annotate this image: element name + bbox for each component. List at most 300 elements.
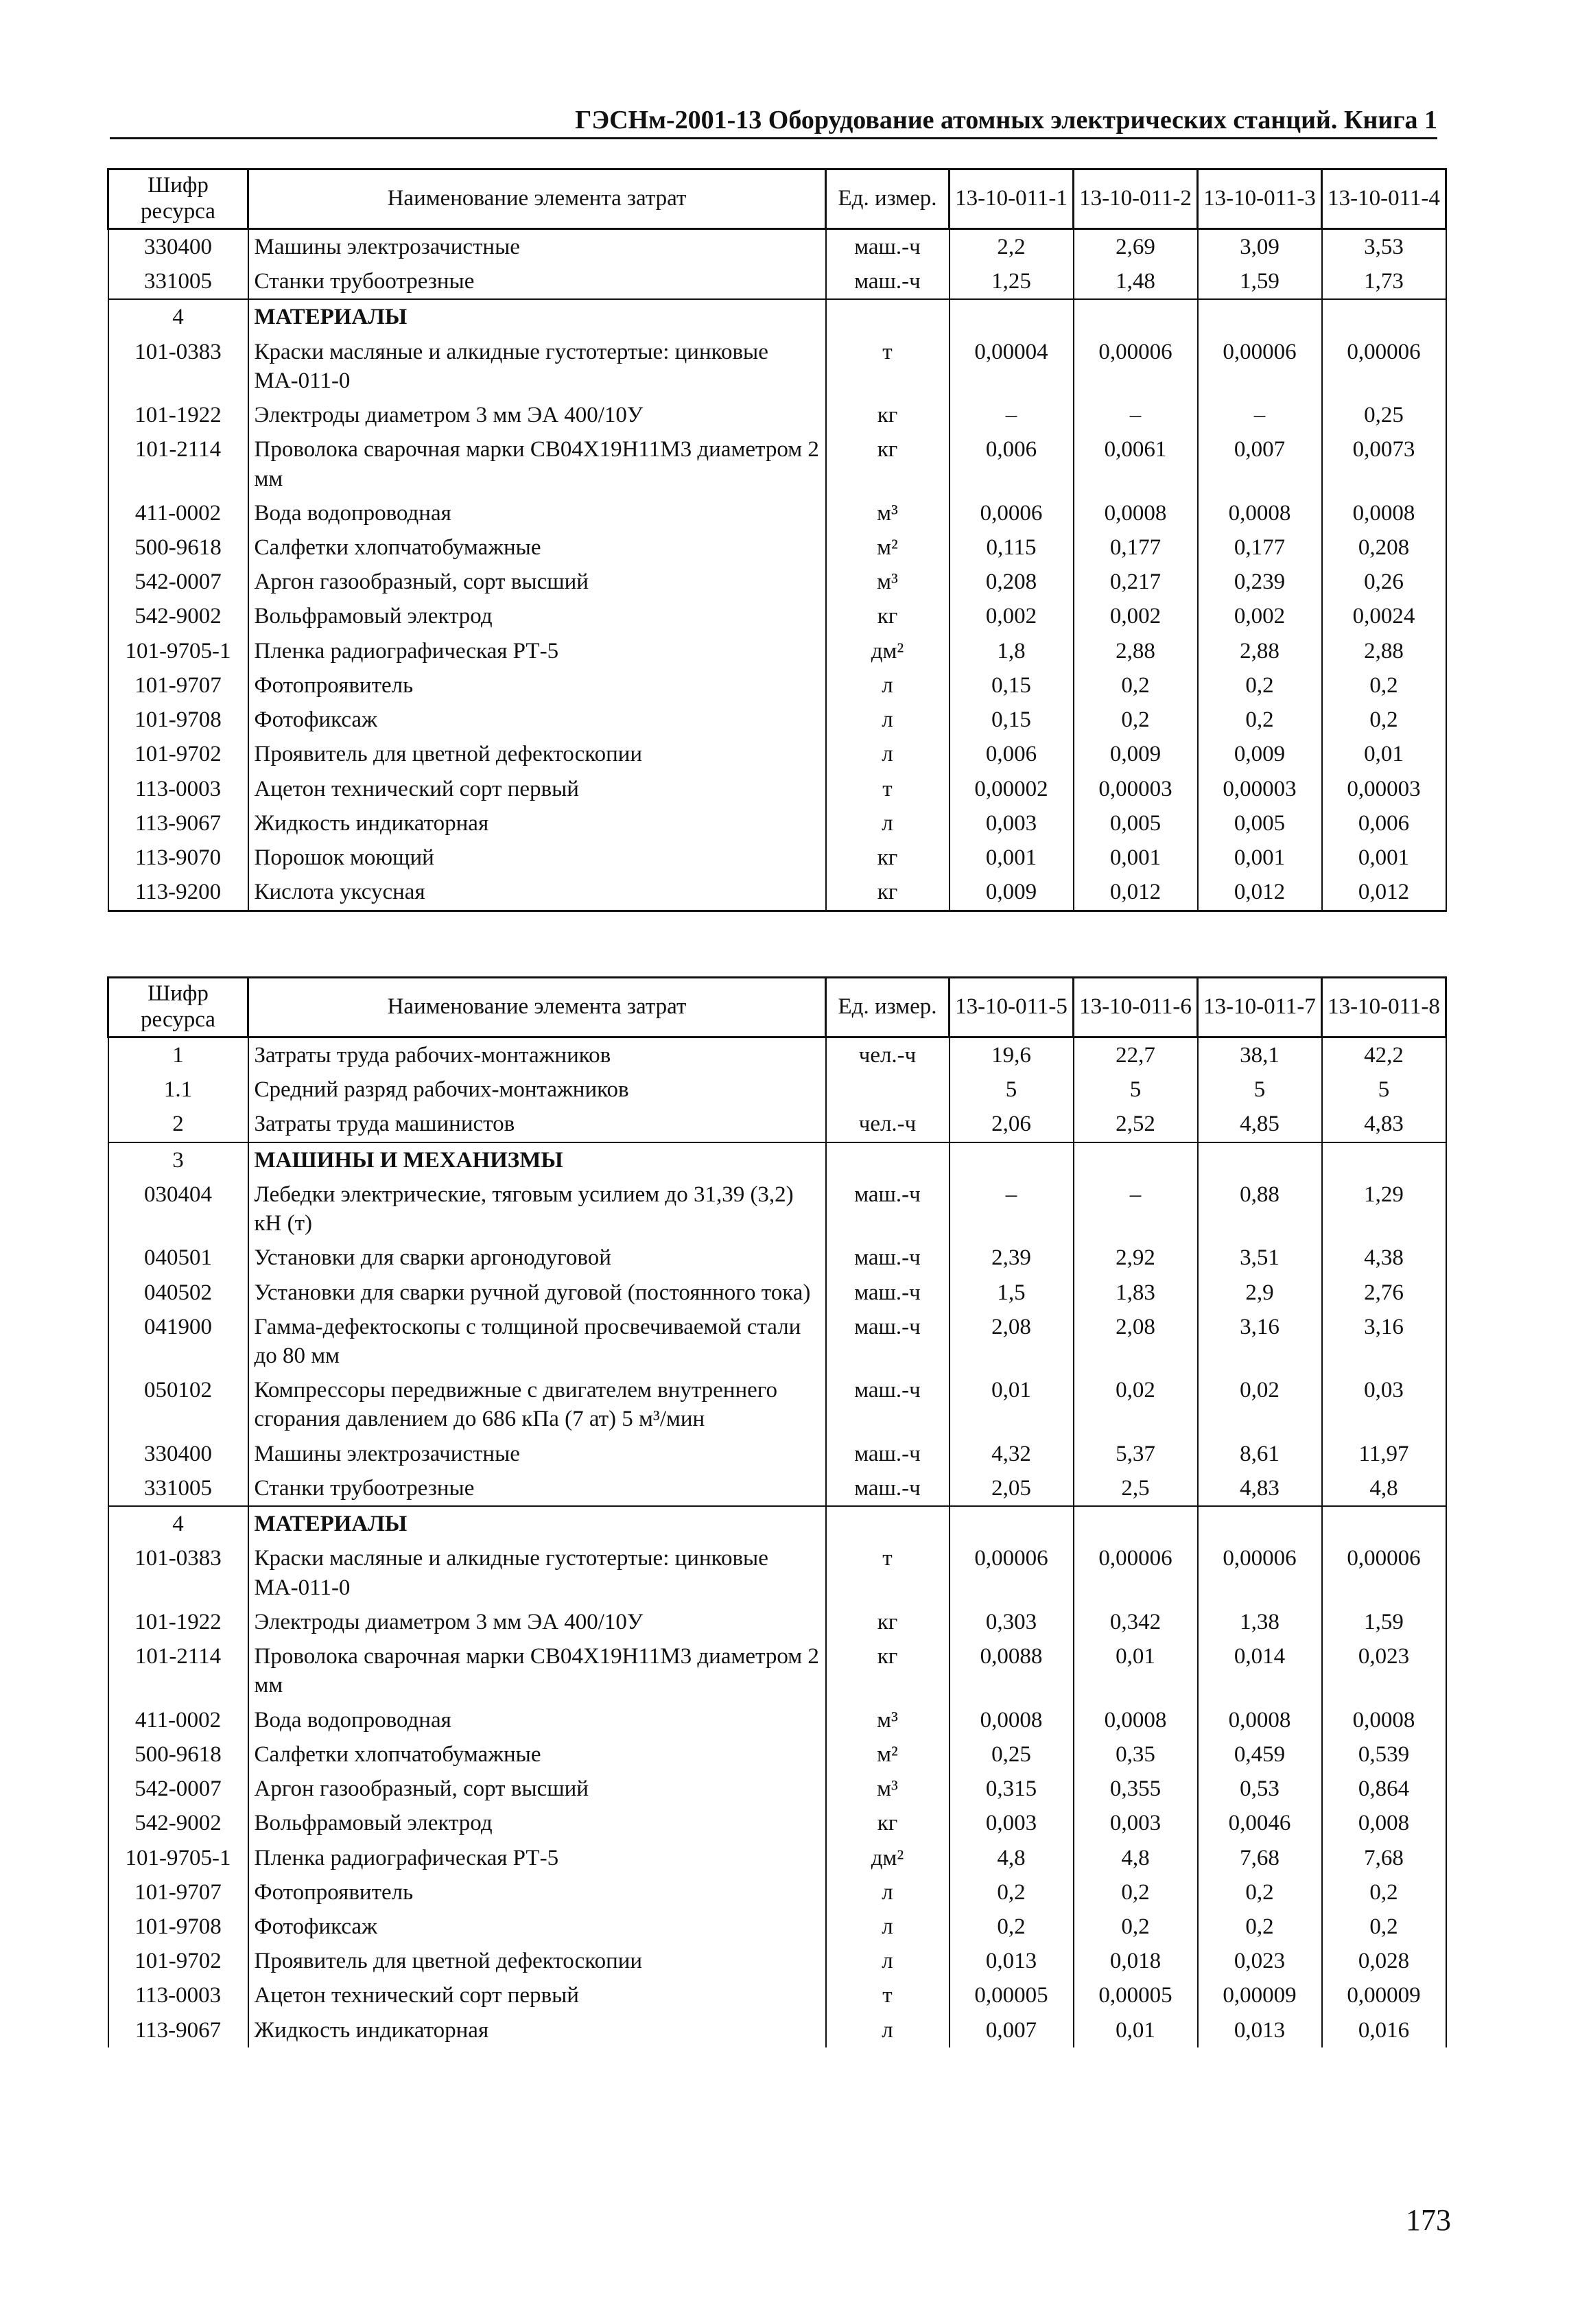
unit <box>826 299 950 334</box>
value-cell: 0,012 <box>1074 875 1198 911</box>
value-cell: 1,8 <box>950 634 1074 668</box>
unit: маш.-ч <box>826 264 950 299</box>
value-cell: 0,001 <box>1322 841 1446 875</box>
unit: кг <box>826 599 950 633</box>
table-row <box>108 228 1446 264</box>
value-cell: 0,023 <box>1322 1639 1446 1702</box>
value-cell: – <box>950 398 1074 432</box>
unit: л <box>826 703 950 737</box>
resource-name: Проволока сварочная марки СВ04Х19Н11М3 диаметром 2 мм <box>248 432 826 495</box>
value-cell: 0,208 <box>950 565 1074 599</box>
table-row <box>108 1107 1446 1142</box>
unit: дм² <box>826 634 950 668</box>
table-row <box>108 530 1446 565</box>
resource-code: 101-9708 <box>108 1910 248 1944</box>
resource-name: Жидкость индикаторная <box>248 2013 826 2047</box>
value-cell: 0,00006 <box>1322 1541 1446 1604</box>
value-cell: 2,08 <box>1074 1310 1198 1373</box>
value-cell: 1,25 <box>950 264 1074 299</box>
header-name: Наименование элемента затрат <box>248 978 826 1037</box>
resource-code: 3 <box>108 1142 248 1177</box>
header-col-4: 13-10-011-4 <box>1322 169 1446 229</box>
value-cell: 0,018 <box>1074 1944 1198 1978</box>
value-cell: 3,09 <box>1198 228 1322 264</box>
value-cell: 0,002 <box>1074 599 1198 633</box>
value-cell: 2,39 <box>950 1241 1074 1275</box>
value-cell: 0,00003 <box>1322 772 1446 806</box>
resource-name: Вольфрамовый электрод <box>248 1806 826 1840</box>
resource-name: Салфетки хлопчатобумажные <box>248 1737 826 1772</box>
value-cell: 0,0008 <box>1074 1703 1198 1737</box>
table-row <box>108 1605 1446 1639</box>
unit: л <box>826 806 950 841</box>
value-cell <box>950 299 1074 334</box>
value-cell <box>1322 1142 1446 1177</box>
resource-code: 330400 <box>108 228 248 264</box>
value-cell: 1,59 <box>1322 1605 1446 1639</box>
resource-code: 113-0003 <box>108 1978 248 2012</box>
resource-name: Машины электрозачистные <box>248 228 826 264</box>
table-row <box>108 1841 1446 1875</box>
resource-code: 050102 <box>108 1373 248 1436</box>
value-cell: 1,83 <box>1074 1276 1198 1310</box>
resource-code: 330400 <box>108 1437 248 1471</box>
unit: кг <box>826 841 950 875</box>
resource-name: Кислота уксусная <box>248 875 826 911</box>
unit: т <box>826 1978 950 2012</box>
header-unit: Ед. измер. <box>826 978 950 1037</box>
value-cell: 0,0046 <box>1198 1806 1322 1840</box>
unit: м³ <box>826 565 950 599</box>
value-cell: 0,208 <box>1322 530 1446 565</box>
value-cell: 0,539 <box>1322 1737 1446 1772</box>
resource-code: 411-0002 <box>108 1703 248 1737</box>
unit: чел.-ч <box>826 1107 950 1142</box>
value-cell: 1,48 <box>1074 264 1198 299</box>
value-cell: 0,2 <box>1198 703 1322 737</box>
value-cell: 0,00009 <box>1322 1978 1446 2012</box>
resource-code: 101-2114 <box>108 432 248 495</box>
resource-table-2 <box>107 976 1447 2047</box>
resource-name: Фотопроявитель <box>248 668 826 703</box>
value-cell: 0,2 <box>1074 1875 1198 1910</box>
resource-name: Компрессоры передвижные с двигателем внутреннего сгорания давлением до 686 кПа (7 ат) 5 м³/мин <box>248 1373 826 1436</box>
value-cell: 0,2 <box>1198 668 1322 703</box>
value-cell: 4,8 <box>1074 1841 1198 1875</box>
value-cell: – <box>1074 398 1198 432</box>
value-cell: 0,0008 <box>1322 1703 1446 1737</box>
value-cell: 0,0006 <box>950 496 1074 530</box>
resource-code: 040502 <box>108 1276 248 1310</box>
resource-code: 041900 <box>108 1310 248 1373</box>
value-cell: 2,88 <box>1074 634 1198 668</box>
value-cell: 1,38 <box>1198 1605 1322 1639</box>
value-cell: – <box>950 1177 1074 1241</box>
value-cell: 0,00006 <box>950 1541 1074 1604</box>
value-cell <box>1074 1142 1198 1177</box>
value-cell <box>1198 1506 1322 1541</box>
value-cell: 0,00006 <box>1074 1541 1198 1604</box>
header-col-3: 13-10-011-7 <box>1198 978 1322 1037</box>
value-cell: 0,02 <box>1074 1373 1198 1436</box>
resource-code: 101-9705-1 <box>108 1841 248 1875</box>
resource-code: 101-9707 <box>108 668 248 703</box>
value-cell: 2,2 <box>950 228 1074 264</box>
value-cell: 0,2 <box>950 1875 1074 1910</box>
table-row <box>108 1276 1446 1310</box>
header-name: Наименование элемента затрат <box>248 169 826 229</box>
value-cell: 0,00003 <box>1074 772 1198 806</box>
value-cell: 0,009 <box>950 875 1074 911</box>
value-cell: 0,0061 <box>1074 432 1198 495</box>
resource-code: 113-9200 <box>108 875 248 911</box>
resource-code: 101-9708 <box>108 703 248 737</box>
value-cell: 0,002 <box>1198 599 1322 633</box>
resource-code: 542-9002 <box>108 599 248 633</box>
table-row <box>108 599 1446 633</box>
resource-name: Ацетон технический сорт первый <box>248 1978 826 2012</box>
unit: м³ <box>826 496 950 530</box>
value-cell: 0,239 <box>1198 565 1322 599</box>
resource-code: 1 <box>108 1037 248 1072</box>
value-cell: 4,38 <box>1322 1241 1446 1275</box>
table-row <box>108 398 1446 432</box>
value-cell: 5 <box>950 1072 1074 1107</box>
resource-name: Средний разряд рабочих-монтажников <box>248 1072 826 1107</box>
resource-name: Гамма-дефектоскопы с толщиной просвечиваемой стали до 80 мм <box>248 1310 826 1373</box>
table-row <box>108 1541 1446 1604</box>
table-row <box>108 1772 1446 1806</box>
value-cell: 0,013 <box>1198 2013 1322 2047</box>
value-cell: 0,177 <box>1198 530 1322 565</box>
value-cell: 0,2 <box>1074 703 1198 737</box>
unit: т <box>826 1541 950 1604</box>
unit: кг <box>826 1605 950 1639</box>
value-cell: 0,03 <box>1322 1373 1446 1436</box>
value-cell: 8,61 <box>1198 1437 1322 1471</box>
resource-code: 1.1 <box>108 1072 248 1107</box>
resource-name: Порошок моющий <box>248 841 826 875</box>
table-row <box>108 496 1446 530</box>
table-row <box>108 841 1446 875</box>
unit: кг <box>826 875 950 911</box>
value-cell: 0,003 <box>950 1806 1074 1840</box>
unit: дм² <box>826 1841 950 1875</box>
value-cell: 0,006 <box>950 737 1074 771</box>
value-cell: 2,5 <box>1074 1471 1198 1506</box>
value-cell: 4,8 <box>1322 1471 1446 1506</box>
value-cell: – <box>1198 398 1322 432</box>
value-cell: 1,59 <box>1198 264 1322 299</box>
value-cell: 0,303 <box>950 1605 1074 1639</box>
value-cell <box>950 1142 1074 1177</box>
table-header <box>108 978 1446 1037</box>
resource-name: Машины электрозачистные <box>248 1437 826 1471</box>
value-cell: 0,009 <box>1198 737 1322 771</box>
value-cell: 4,83 <box>1322 1107 1446 1142</box>
value-cell: 0,005 <box>1074 806 1198 841</box>
value-cell: 2,52 <box>1074 1107 1198 1142</box>
value-cell: 0,006 <box>950 432 1074 495</box>
resource-name: Вода водопроводная <box>248 496 826 530</box>
table-row <box>108 1437 1446 1471</box>
resource-code: 101-1922 <box>108 398 248 432</box>
value-cell: 0,005 <box>1198 806 1322 841</box>
value-cell: 2,88 <box>1322 634 1446 668</box>
header-code: Шифр ресурса <box>108 978 248 1037</box>
value-cell: 0,008 <box>1322 1806 1446 1840</box>
header-unit: Ед. измер. <box>826 169 950 229</box>
resource-code: 113-9067 <box>108 2013 248 2047</box>
value-cell: 2,92 <box>1074 1241 1198 1275</box>
value-cell: 0,15 <box>950 703 1074 737</box>
value-cell: 22,7 <box>1074 1037 1198 1072</box>
header-col-2: 13-10-011-2 <box>1074 169 1198 229</box>
value-cell: 0,0088 <box>950 1639 1074 1702</box>
unit: маш.-ч <box>826 1177 950 1241</box>
resource-code: 542-0007 <box>108 565 248 599</box>
unit: маш.-ч <box>826 1241 950 1275</box>
unit: т <box>826 335 950 398</box>
value-cell: 0,013 <box>950 1944 1074 1978</box>
value-cell: 0,01 <box>1074 2013 1198 2047</box>
value-cell: 0,0073 <box>1322 432 1446 495</box>
value-cell: 0,01 <box>1074 1639 1198 1702</box>
table-row <box>108 772 1446 806</box>
value-cell: 0,0008 <box>1074 496 1198 530</box>
value-cell: 0,012 <box>1198 875 1322 911</box>
value-cell: 0,2 <box>1322 703 1446 737</box>
value-cell: 0,2 <box>1198 1910 1322 1944</box>
value-cell: 0,177 <box>1074 530 1198 565</box>
value-cell: 0,0008 <box>1198 496 1322 530</box>
header-col-3: 13-10-011-3 <box>1198 169 1322 229</box>
resource-code: 331005 <box>108 1471 248 1506</box>
header-code: Шифр ресурса <box>108 169 248 229</box>
unit: т <box>826 772 950 806</box>
value-cell: 0,007 <box>1198 432 1322 495</box>
unit <box>826 1142 950 1177</box>
resource-name: Проволока сварочная марки СВ04Х19Н11М3 диаметром 2 мм <box>248 1639 826 1702</box>
value-cell: 0,0008 <box>1322 496 1446 530</box>
resource-name: Жидкость индикаторная <box>248 806 826 841</box>
value-cell: 0,0024 <box>1322 599 1446 633</box>
value-cell: 3,16 <box>1322 1310 1446 1373</box>
value-cell: 0,003 <box>1074 1806 1198 1840</box>
resource-name: Лебедки электрические, тяговым усилием до 31,39 (3,2) кН (т) <box>248 1177 826 1241</box>
value-cell: 2,69 <box>1074 228 1198 264</box>
resource-name: Затраты труда рабочих-монтажников <box>248 1037 826 1072</box>
value-cell: 0,012 <box>1322 875 1446 911</box>
resource-name: МАТЕРИАЛЫ <box>248 1506 826 1541</box>
resource-name: Аргон газообразный, сорт высший <box>248 1772 826 1806</box>
resource-name: МАТЕРИАЛЫ <box>248 299 826 334</box>
value-cell: 1,5 <box>950 1276 1074 1310</box>
value-cell <box>1198 299 1322 334</box>
resource-code: 101-9702 <box>108 1944 248 1978</box>
table-row <box>108 1037 1446 1072</box>
value-cell: 0,00009 <box>1198 1978 1322 2012</box>
unit: маш.-ч <box>826 1373 950 1436</box>
table-row <box>108 1373 1446 1436</box>
value-cell <box>1322 1506 1446 1541</box>
value-cell <box>1074 1506 1198 1541</box>
unit: м³ <box>826 1703 950 1737</box>
resource-name: Проявитель для цветной дефектоскопии <box>248 1944 826 1978</box>
value-cell: 0,00006 <box>1074 335 1198 398</box>
table-row <box>108 1639 1446 1702</box>
resource-name: Ацетон технический сорт первый <box>248 772 826 806</box>
value-cell: 0,115 <box>950 530 1074 565</box>
value-cell: 4,85 <box>1198 1107 1322 1142</box>
resource-name: Вольфрамовый электрод <box>248 599 826 633</box>
unit: кг <box>826 398 950 432</box>
value-cell: 0,00006 <box>1198 335 1322 398</box>
value-cell: 0,02 <box>1198 1373 1322 1436</box>
resource-name: Установки для сварки ручной дуговой (постоянного тока) <box>248 1276 826 1310</box>
value-cell: 0,0008 <box>950 1703 1074 1737</box>
table-row <box>108 1944 1446 1978</box>
resource-code: 040501 <box>108 1241 248 1275</box>
value-cell: 0,028 <box>1322 1944 1446 1978</box>
unit: л <box>826 1910 950 1944</box>
value-cell: 0,00004 <box>950 335 1074 398</box>
unit: маш.-ч <box>826 1310 950 1373</box>
value-cell: 0,01 <box>1322 737 1446 771</box>
value-cell: 0,009 <box>1074 737 1198 771</box>
value-cell: 0,15 <box>950 668 1074 703</box>
header-col-1: 13-10-011-5 <box>950 978 1074 1037</box>
value-cell: 0,023 <box>1198 1944 1322 1978</box>
resource-name: Электроды диаметром 3 мм ЭА 400/10У <box>248 1605 826 1639</box>
unit: маш.-ч <box>826 228 950 264</box>
unit: маш.-ч <box>826 1276 950 1310</box>
value-cell: 0,00006 <box>1198 1541 1322 1604</box>
resource-name: МАШИНЫ И МЕХАНИЗМЫ <box>248 1142 826 1177</box>
unit: чел.-ч <box>826 1037 950 1072</box>
value-cell: 3,53 <box>1322 228 1446 264</box>
unit <box>826 1506 950 1541</box>
resource-code: 101-9705-1 <box>108 634 248 668</box>
resource-name: Пленка радиографическая РТ-5 <box>248 1841 826 1875</box>
value-cell: 5 <box>1074 1072 1198 1107</box>
table-row <box>108 1806 1446 1840</box>
header-col-2: 13-10-011-6 <box>1074 978 1198 1037</box>
table-row <box>108 432 1446 495</box>
value-cell: 0,342 <box>1074 1605 1198 1639</box>
table-row <box>108 1471 1446 1506</box>
table-row <box>108 875 1446 911</box>
resource-code: 331005 <box>108 264 248 299</box>
value-cell: 5 <box>1198 1072 1322 1107</box>
resource-name: Проявитель для цветной дефектоскопии <box>248 737 826 771</box>
table-row <box>108 2013 1446 2047</box>
resource-code: 101-9702 <box>108 737 248 771</box>
value-cell: 0,016 <box>1322 2013 1446 2047</box>
header-col-4: 13-10-011-8 <box>1322 978 1446 1037</box>
value-cell: 2,9 <box>1198 1276 1322 1310</box>
unit: л <box>826 1944 950 1978</box>
resource-name: Затраты труда машинистов <box>248 1107 826 1142</box>
resource-name: Фотофиксаж <box>248 703 826 737</box>
resource-code: 113-9067 <box>108 806 248 841</box>
resource-code: 101-0383 <box>108 335 248 398</box>
table-row <box>108 565 1446 599</box>
resource-name: Установки для сварки аргонодуговой <box>248 1241 826 1275</box>
value-cell: 0,2 <box>950 1910 1074 1944</box>
resource-name: Фотофиксаж <box>248 1910 826 1944</box>
section-row <box>108 1142 1446 1177</box>
value-cell: 4,8 <box>950 1841 1074 1875</box>
table-row <box>108 1737 1446 1772</box>
unit: м³ <box>826 1772 950 1806</box>
value-cell: 0,01 <box>950 1373 1074 1436</box>
resource-code: 101-1922 <box>108 1605 248 1639</box>
resource-code: 500-9618 <box>108 530 248 565</box>
section-row <box>108 299 1446 334</box>
unit: л <box>826 668 950 703</box>
value-cell: 0,00005 <box>1074 1978 1198 2012</box>
section-row <box>108 1506 1446 1541</box>
value-cell: 11,97 <box>1322 1437 1446 1471</box>
resource-table-1 <box>107 168 1447 912</box>
value-cell: 0,001 <box>1198 841 1322 875</box>
table-row <box>108 1072 1446 1107</box>
table-row <box>108 806 1446 841</box>
resource-name: Краски масляные и алкидные густотертые: цинковые МА-011-0 <box>248 1541 826 1604</box>
value-cell: 0,0008 <box>1198 1703 1322 1737</box>
value-cell: 4,32 <box>950 1437 1074 1471</box>
value-cell: 2,76 <box>1322 1276 1446 1310</box>
value-cell: 0,88 <box>1198 1177 1322 1241</box>
unit: л <box>826 1875 950 1910</box>
resource-name: Фотопроявитель <box>248 1875 826 1910</box>
value-cell: 0,2 <box>1322 1910 1446 1944</box>
page-header <box>110 103 1437 139</box>
value-cell: 2,08 <box>950 1310 1074 1373</box>
value-cell: 2,06 <box>950 1107 1074 1142</box>
value-cell: 7,68 <box>1322 1841 1446 1875</box>
value-cell: 0,25 <box>950 1737 1074 1772</box>
table-row <box>108 634 1446 668</box>
table-row <box>108 1703 1446 1737</box>
value-cell: 0,014 <box>1198 1639 1322 1702</box>
resource-code: 542-9002 <box>108 1806 248 1840</box>
value-cell: 3,16 <box>1198 1310 1322 1373</box>
value-cell: 5,37 <box>1074 1437 1198 1471</box>
table-header <box>108 169 1446 229</box>
resource-name: Пленка радиографическая РТ-5 <box>248 634 826 668</box>
value-cell: 7,68 <box>1198 1841 1322 1875</box>
table-row <box>108 335 1446 398</box>
resource-code: 542-0007 <box>108 1772 248 1806</box>
resource-name: Вода водопроводная <box>248 1703 826 1737</box>
value-cell: 0,2 <box>1322 668 1446 703</box>
value-cell: 2,88 <box>1198 634 1322 668</box>
resource-code: 101-9707 <box>108 1875 248 1910</box>
resource-code: 500-9618 <box>108 1737 248 1772</box>
unit: кг <box>826 432 950 495</box>
resource-code: 101-0383 <box>108 1541 248 1604</box>
value-cell: 42,2 <box>1322 1037 1446 1072</box>
value-cell: 0,2 <box>1198 1875 1322 1910</box>
value-cell: 0,315 <box>950 1772 1074 1806</box>
resource-code: 4 <box>108 1506 248 1541</box>
value-cell: 0,26 <box>1322 565 1446 599</box>
resource-code: 4 <box>108 299 248 334</box>
unit: маш.-ч <box>826 1437 950 1471</box>
value-cell: 0,007 <box>950 2013 1074 2047</box>
